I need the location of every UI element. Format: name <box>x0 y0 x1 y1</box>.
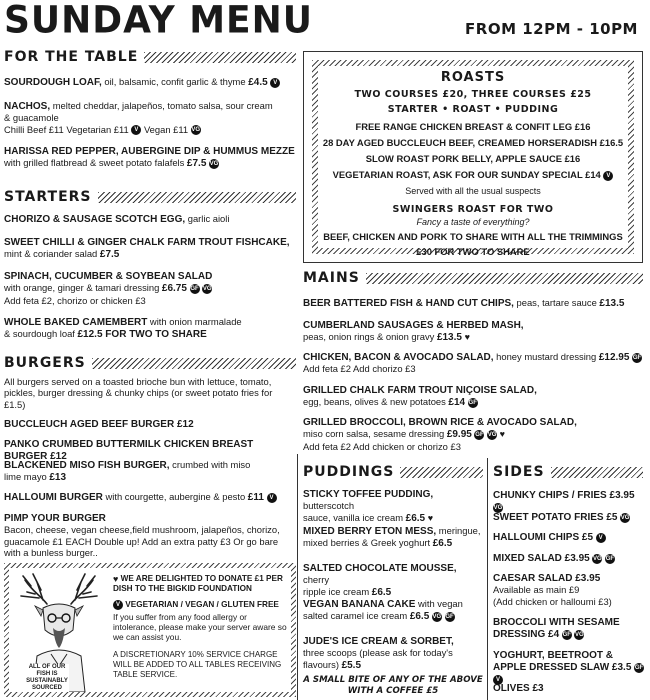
roast-item: SLOW ROAST PORK BELLY, APPLE SAUCE £16 <box>365 153 581 164</box>
menu-item: CHICKEN, BACON & AVOCADO SALAD, honey mustard dressing £12.95 GF Add feta £2 Add chorizo £3 <box>303 351 642 375</box>
gluten-free-icon: GF <box>475 431 484 438</box>
vegan-icon: VG <box>620 514 630 521</box>
menu-item: CAESAR SALAD £3.95 Available as main £9 (Add chicken or halloumi £3) <box>493 573 612 607</box>
menu-item: PANKO CRUMBED BUTTERMILK CHICKEN BREAST BURGER £12 <box>4 439 254 463</box>
menu-item: WHOLE BAKED CAMEMBERT with onion marmalade & sourdough loaf £12.5 FOR TWO TO SHARE <box>4 316 242 341</box>
vegan-icon: VG <box>209 160 219 167</box>
menu-item: HALLOUMI CHIPS £5 V <box>493 531 645 543</box>
gluten-free-icon: GF <box>634 664 644 671</box>
vegan-icon: VG <box>493 504 503 511</box>
vegan-icon: VG <box>202 285 212 292</box>
roast-item: FREE RANGE CHICKEN BREAST & CONFIT LEG £16 <box>355 121 591 132</box>
section-heading-mains: MAINS <box>303 270 643 286</box>
menu-item: HALLOUMI BURGER with courgette, aubergine & pesto £11 V <box>4 491 296 503</box>
menu-item: BUCCLEUCH AGED BEEF BURGER £12 <box>4 419 194 430</box>
menu-item: BLACKENED MISO FISH BURGER, crumbed with miso lime mayo £13 <box>4 459 251 484</box>
vegan-icon: VG <box>191 127 201 134</box>
menu-item: MIXED SALAD £3.95 VG GF <box>493 553 615 564</box>
menu-item: BROCCOLI WITH SESAME DRESSING £4 GF VG <box>493 617 620 641</box>
menu-item: HARISSA RED PEPPER, AUBERGINE DIP & HUMMUS MEZZE with grilled flatbread & sweet potato falafels £7.5 VG <box>4 146 295 170</box>
menu-item: VEGAN BANANA CAKE with vegan salted caramel ice cream £6.5 VG GF <box>303 598 463 623</box>
gluten-free-icon: GF <box>562 631 571 638</box>
roast-item: 28 DAY AGED BUCCLEUCH BEEF, CREAMED HORSERADISH £16.5 <box>322 137 624 148</box>
hatch-divider <box>144 52 296 63</box>
vegetarian-icon: V <box>267 493 277 503</box>
sustainable-fish-badge: ALL OF OUR FISH IS SUSTAINABLY SOURCED <box>26 664 68 691</box>
menu-item: CUMBERLAND SAUSAGES & HERBED MASH, peas, onion rings & onion gravy £13.5 ♥ <box>303 320 524 344</box>
menu-item: NACHOS, melted cheddar, jalapeños, tomato salsa, sour cream & guacamole Chilli Beef £11 Vegetarian £11 V Vegan £11 VG <box>4 100 273 135</box>
menu-item: SWEET CHILLI & GINGER CHALK FARM TROUT FISHCAKE, mint & coriander salad £7.5 <box>4 237 290 261</box>
opening-hours: FROM 12PM - 10PM <box>465 20 638 38</box>
section-heading-for-the-table: FOR THE TABLE <box>4 49 296 65</box>
vegetarian-icon: V <box>113 600 123 610</box>
gluten-free-icon: GF <box>190 285 199 292</box>
section-heading-puddings: PUDDINGS <box>303 464 483 480</box>
vegan-icon: VG <box>592 555 602 562</box>
gluten-free-icon: GF <box>445 613 454 620</box>
roast-item: VEGETARIAN ROAST, ASK FOR OUR SUNDAY SPECIAL £14 V <box>318 169 628 181</box>
roasts-courses: TWO COURSES £20, THREE COURSES £25 <box>354 89 592 100</box>
vegetarian-icon: V <box>596 533 606 543</box>
service-charge-notice: A DISCRETIONARY 10% SERVICE CHARGE WILL BE ADDED TO ALL TABLES RECEIVING TABLE SERVICE. <box>113 650 282 680</box>
section-heading-burgers: BURGERS <box>4 355 296 371</box>
donation-notice: ♥ WE ARE DELIGHTED TO DONATE £1 PER DISH TO THE BIGKID FOUNDATION <box>113 574 283 594</box>
roast-for-two-heading: SWINGERS ROAST FOR TWO <box>392 203 554 215</box>
menu-item: GRILLED BROCCOLI, BROWN RICE & AVOCADO SALAD, miso corn salsa, sesame dressing £9.95 GF VG ♥ Add feta £2 Add chicken or chorizo £3 <box>303 417 577 452</box>
menu-item: STICKY TOFFEE PUDDING, butterscotch sauce, vanilla ice cream £6.5 ♥ <box>303 489 434 524</box>
column-divider <box>487 458 488 700</box>
allergy-notice: If you suffer from any food allergy or intolerance, please make your server aware so we can assist you. <box>113 612 287 643</box>
menu-item: YOGHURT, BEETROOT & APPLE DRESSED SLAW £3.5 GF V <box>493 650 644 684</box>
page-title: SUNDAY MENU <box>4 0 313 43</box>
diet-key: V VEGETARIAN / VEGAN / GLUTEN FREE <box>113 600 291 610</box>
menu-item: MIXED BERRY ETON MESS, meringue, mixed berries & Greek yoghurt £6.5 <box>303 525 481 550</box>
menu-item: JUDE'S ICE CREAM & SORBET, three scoops (please ask for today's flavours) £5.5 <box>303 636 454 671</box>
menu-item: SWEET POTATO FRIES £5 VG <box>493 512 630 523</box>
section-heading-sides: SIDES <box>493 464 643 480</box>
vegan-icon: VG <box>432 613 442 620</box>
heart-icon: ♥ <box>499 429 506 440</box>
roasts-note: Served with all the usual suspects <box>405 185 541 196</box>
roast-for-two-tagline: Fancy a taste of everything? <box>416 216 530 227</box>
vegan-icon: VG <box>487 431 497 438</box>
gluten-free-icon: GF <box>632 354 642 361</box>
heart-icon: ♥ <box>464 332 470 343</box>
vegan-icon: VG <box>575 631 584 638</box>
vegetarian-icon: V <box>131 125 141 135</box>
burgers-intro: All burgers served on a toasted brioche bun with lettuce, tomato, pickles, burger dressing & chunky chips (or sweet potato fries for £1.5) <box>4 376 273 410</box>
roast-for-two-desc: BEEF, CHICKEN AND PORK TO SHARE WITH ALL THE TRIMMINGS <box>323 230 623 242</box>
roast-for-two-price: £30 FOR TWO TO SHARE <box>416 245 530 257</box>
menu-item: CHORIZO & SAUSAGE SCOTCH EGG, garlic aioli <box>4 213 230 225</box>
column-divider <box>297 454 298 700</box>
menu-item: CHUNKY CHIPS / FRIES £3.95 VG <box>493 490 635 511</box>
roasts-box <box>303 51 643 263</box>
gluten-free-icon: GF <box>468 399 477 406</box>
heart-icon: ♥ <box>427 512 434 523</box>
vegetarian-icon: V <box>270 78 280 88</box>
gluten-free-icon: GF <box>605 555 615 562</box>
menu-item: SALTED CHOCOLATE MOUSSE, cherry ripple ice cream £6.5 <box>303 563 457 598</box>
roasts-structure: STARTER • ROAST • PUDDING <box>387 104 559 115</box>
roasts-heading: ROASTS <box>440 70 506 85</box>
menu-item: GRILLED CHALK FARM TROUT NIÇOISE SALAD, egg, beans, olives & new potatoes £14 GF <box>303 385 537 409</box>
menu-item: OLIVES £3 <box>493 683 544 694</box>
vegetarian-icon: V <box>603 171 613 181</box>
menu-item: SPINACH, CUCUMBER & SOYBEAN SALAD with orange, ginger & tamari dressing £6.75 GF VG Add feta £2, chorizo or chicken £3 <box>4 271 213 306</box>
menu-item: SOURDOUGH LOAF, oil, balsamic, confit garlic & thyme £4.5 V <box>4 76 296 88</box>
menu-item: BEER BATTERED FISH & HAND CUT CHIPS, peas, tartare sauce £13.5 <box>303 297 625 309</box>
vegetarian-icon: V <box>493 675 503 685</box>
notice-box <box>4 563 296 697</box>
menu-item: PIMP YOUR BURGER Bacon, cheese, vegan cheese,field mushroom, jalapeños, chorizo, guacamole £1 EACH Double up! Add an extra patty £3 Or go bare with a bunless burger.. <box>4 513 280 559</box>
section-heading-starters: STARTERS <box>4 189 296 205</box>
puddings-coffee-offer: A SMALL BITE OF ANY OF THE ABOVE WITH A COFFEE £5 <box>303 675 483 696</box>
heart-icon: ♥ <box>113 574 119 584</box>
